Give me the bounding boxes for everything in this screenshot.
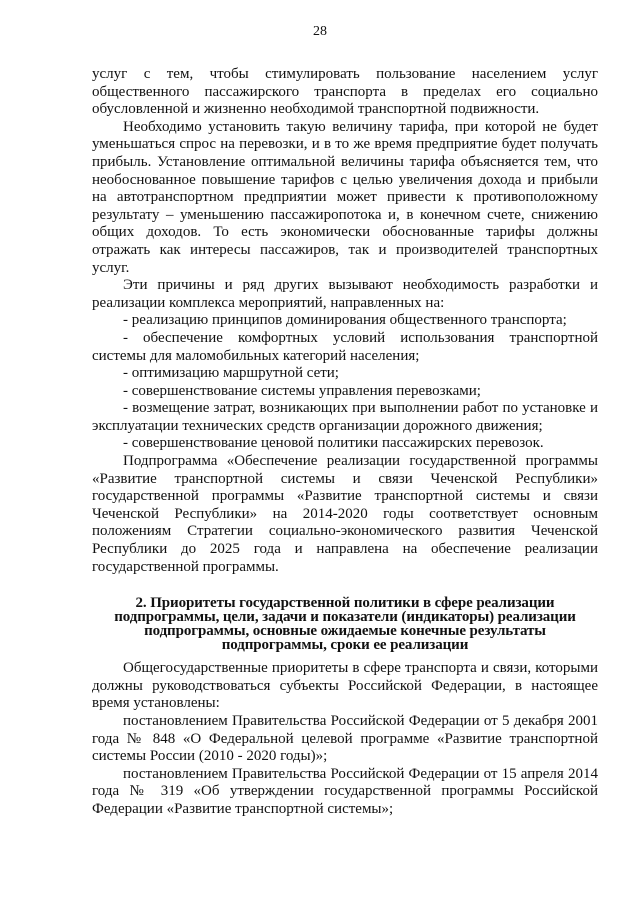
paragraph-reasons: Эти причины и ряд других вызывают необходимость разработки и реализации комплекса мероприятий, направленных на: xyxy=(92,277,598,311)
page-number: 28 xyxy=(313,24,327,39)
list-item: - реализацию принципов доминирования общественного транспорта; xyxy=(123,312,567,329)
paragraph-decree-319: постановлением Правительства Российской Федерации от 15 апреля 2014 года № 319 «Об утверждении государственной программы Российской Федерации «Развитие транспортной системы»; xyxy=(92,765,598,817)
heading-line: подпрограммы, основные ожидаемые конечные результаты xyxy=(144,623,546,640)
body-text xyxy=(92,66,598,819)
paragraph-tariff: Необходимо установить такую величину тарифа, при которой не будет уменьшаться спрос на перевозки, и в то же время предприятие будет получать прибыль. Установление оптимальной величины тарифа объясняется тем, что необоснованное повышение тарифов с целью увеличения дохода и прибыли на автотранспортном предприятии может привести к противоположному результату – уменьшению пассажиропотока и, в конечном счете, снижению общих доходов. То есть экономически обоснованные тарифы должны отражать как интересы пассажиров, так и производителей транспортных услуг. xyxy=(92,118,598,276)
list-item: - возмещение затрат, возникающих при выполнении работ по установке и эксплуатации технических средств организации дорожного движения; xyxy=(92,400,598,434)
paragraph-continuation: услуг с тем, чтобы стимулировать пользование населением услуг общественного пассажирского транспорта в пределах его социально обусловленной и жизненно необходимой транспортной подвижности. xyxy=(92,66,598,118)
list-item: - обеспечение комфортных условий использования транспортной системы для маломобильных категорий населения; xyxy=(92,329,598,364)
list-item: - оптимизацию маршрутной сети; xyxy=(123,365,339,382)
heading-line: подпрограммы, цели, задачи и показатели (индикаторы) реализации xyxy=(114,609,576,626)
heading-line: подпрограммы, сроки ее реализации xyxy=(221,637,469,654)
list-item: - совершенствование системы управления перевозками; xyxy=(123,382,481,399)
measures-list xyxy=(92,312,598,453)
paragraph-decree-848: постановлением Правительства Российской Федерации от 5 декабря 2001 года № 848 «О Федеральной целевой программе «Развитие транспортной системы России (2010 - 2020 годы)»; xyxy=(92,713,598,765)
list-item: - совершенствование ценовой политики пассажирских перевозок. xyxy=(123,435,544,452)
paragraph-priorities: Общегосударственные приоритеты в сфере транспорта и связи, которыми должны руководствоваться субъекты Российской Федерации, в настоящее время установлены: xyxy=(92,660,598,712)
heading-line: 2. Приоритеты государственной политики в сфере реализации xyxy=(135,595,555,612)
section-heading xyxy=(92,596,598,652)
paragraph-subprogram: Подпрограмма «Обеспечение реализации государственной программы «Развитие транспортной системы и связи Чеченской Республики» государственной программы «Развитие транспортной системы и связи Чеченской Республики» на 2014-2020 годы соответствует основным положениям Стратегии социально-экономического развития Чеченской Республики до 2025 года и направлена на обеспечение реализации государственной программы. xyxy=(92,453,598,575)
